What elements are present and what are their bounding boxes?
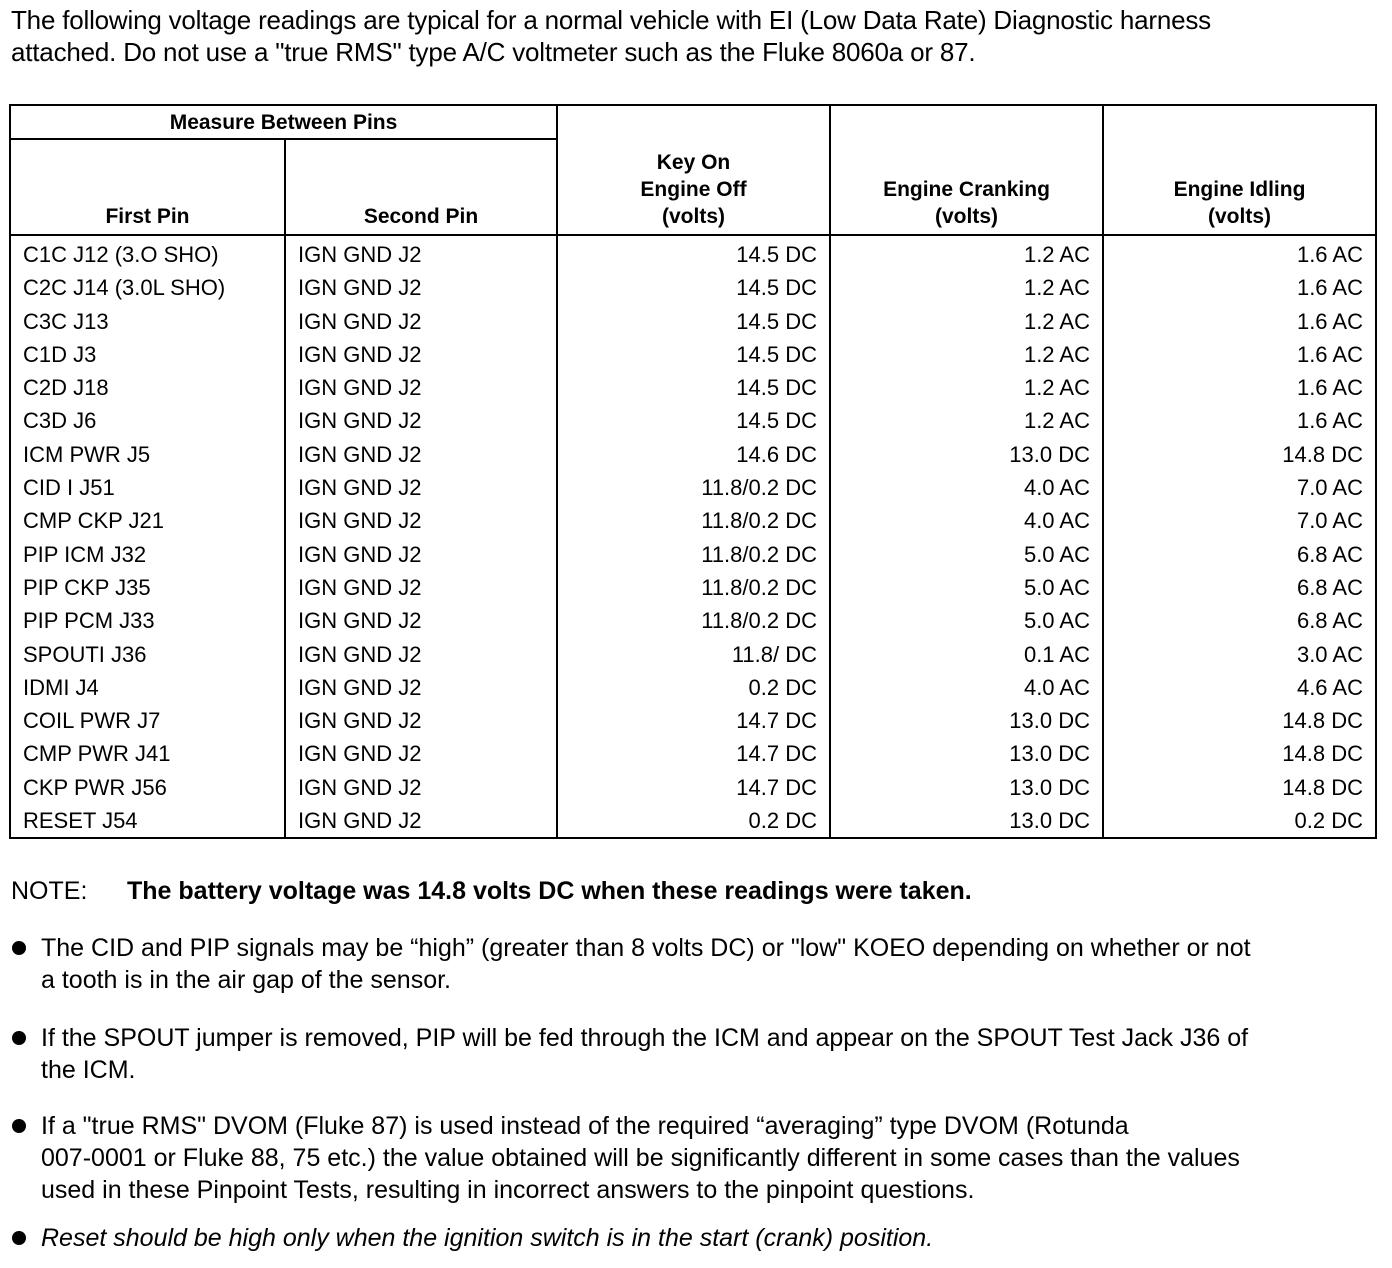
bullet-text	[41, 1222, 1368, 1254]
koeo-cell: 14.5 DC	[557, 235, 830, 271]
koeo-cell: 14.5 DC	[557, 371, 830, 404]
table-row	[10, 438, 1376, 471]
second-pin-cell: IGN GND J2	[285, 471, 557, 504]
first-pin-cell: CMP PWR J41	[10, 737, 285, 770]
first-pin-cell: C3C J13	[10, 305, 285, 338]
battery-note	[11, 874, 972, 908]
idling-cell: 1.6 AC	[1103, 404, 1376, 437]
first-pin-cell: SPOUTI J36	[10, 638, 285, 671]
first-pin-cell: RESET J54	[10, 804, 285, 838]
cranking-header	[830, 105, 1103, 235]
cranking-cell: 1.2 AC	[830, 338, 1103, 371]
table-row	[10, 804, 1376, 838]
bullet-line: 007-0001 or Fluke 88, 75 etc.) the value obtained will be significantly different in some cases than the values	[41, 1144, 1240, 1172]
table-row	[10, 504, 1376, 537]
bullet-line: If a "true RMS" DVOM (Fluke 87) is used instead of the required “averaging” type DVOM (Rotunda	[41, 1112, 1129, 1140]
koeo-cell: 11.8/0.2 DC	[557, 504, 830, 537]
koeo-cell: 14.5 DC	[557, 404, 830, 437]
koeo-header	[557, 105, 830, 235]
koeo-cell: 14.6 DC	[557, 438, 830, 471]
voltage-readings-table	[9, 104, 1377, 839]
table-row	[10, 404, 1376, 437]
koeo-cell: 11.8/ DC	[557, 638, 830, 671]
idling-header-line-1: Engine Idling	[1173, 178, 1306, 201]
table-row	[10, 471, 1376, 504]
koeo-cell: 11.8/0.2 DC	[557, 471, 830, 504]
cranking-cell: 1.2 AC	[830, 305, 1103, 338]
idling-cell: 1.6 AC	[1103, 338, 1376, 371]
table-row	[10, 704, 1376, 737]
koeo-cell: 14.7 DC	[557, 704, 830, 737]
cranking-cell: 13.0 DC	[830, 704, 1103, 737]
idling-cell: 14.8 DC	[1103, 771, 1376, 804]
bullet-item	[8, 932, 1368, 996]
first-pin-cell: CID I J51	[10, 471, 285, 504]
second-pin-cell: IGN GND J2	[285, 571, 557, 604]
koeo-cell: 11.8/0.2 DC	[557, 604, 830, 637]
intro-line-2: attached. Do not use a "true RMS" type A/C voltmeter such as the Fluke 8060a or 87.	[11, 37, 976, 67]
bullet-line: a tooth is in the air gap of the sensor.	[41, 966, 451, 994]
table-row	[10, 338, 1376, 371]
table-body	[10, 235, 1376, 838]
cranking-cell: 0.1 AC	[830, 638, 1103, 671]
idling-cell: 14.8 DC	[1103, 704, 1376, 737]
bullet-dot-icon	[12, 1031, 26, 1045]
cranking-cell: 13.0 DC	[830, 771, 1103, 804]
cranking-cell: 1.2 AC	[830, 235, 1103, 271]
table-row	[10, 771, 1376, 804]
cranking-cell: 4.0 AC	[830, 671, 1103, 704]
note-text: The battery voltage was 14.8 volts DC when these readings were taken.	[127, 877, 972, 905]
note-label: NOTE:	[11, 877, 88, 905]
second-pin-cell: IGN GND J2	[285, 538, 557, 571]
idling-cell: 0.2 DC	[1103, 804, 1376, 838]
bullet-item	[8, 1022, 1368, 1086]
koeo-cell: 14.7 DC	[557, 771, 830, 804]
idling-header	[1103, 105, 1376, 235]
first-pin-cell: C2D J18	[10, 371, 285, 404]
second-pin-cell: IGN GND J2	[285, 271, 557, 304]
first-pin-cell: ICM PWR J5	[10, 438, 285, 471]
cranking-cell: 5.0 AC	[830, 571, 1103, 604]
cranking-cell: 13.0 DC	[830, 737, 1103, 770]
intro-line-1: The following voltage readings are typical for a normal vehicle with EI (Low Data Rate) Diagnostic harness	[11, 5, 1211, 35]
idling-cell: 7.0 AC	[1103, 504, 1376, 537]
idling-cell: 4.6 AC	[1103, 671, 1376, 704]
first-pin-cell: PIP ICM J32	[10, 538, 285, 571]
idling-cell: 1.6 AC	[1103, 271, 1376, 304]
cranking-cell: 5.0 AC	[830, 538, 1103, 571]
measure-between-pins-header: Measure Between Pins	[10, 105, 557, 139]
table-row	[10, 638, 1376, 671]
second-pin-cell: IGN GND J2	[285, 235, 557, 271]
cranking-cell: 4.0 AC	[830, 471, 1103, 504]
cranking-cell: 4.0 AC	[830, 504, 1103, 537]
koeo-cell: 14.5 DC	[557, 338, 830, 371]
cranking-cell: 5.0 AC	[830, 604, 1103, 637]
bullet-text	[41, 932, 1368, 996]
bullet-dot-icon	[12, 1231, 26, 1245]
table-row	[10, 271, 1376, 304]
second-pin-cell: IGN GND J2	[285, 404, 557, 437]
table-row	[10, 305, 1376, 338]
idling-header-line-2: (volts)	[1208, 205, 1271, 228]
table-row	[10, 604, 1376, 637]
table-row	[10, 737, 1376, 770]
koeo-header-line-3: (volts)	[662, 205, 725, 228]
first-pin-cell: C3D J6	[10, 404, 285, 437]
bullet-line: Reset should be high only when the ignition switch is in the start (crank) position.	[41, 1224, 934, 1252]
bullet-dot-icon	[12, 941, 26, 955]
first-pin-cell: C1D J3	[10, 338, 285, 371]
idling-cell: 1.6 AC	[1103, 371, 1376, 404]
bullet-line: used in these Pinpoint Tests, resulting in incorrect answers to the pinpoint questions.	[41, 1176, 975, 1204]
bullet-line: the ICM.	[41, 1056, 136, 1084]
second-pin-cell: IGN GND J2	[285, 338, 557, 371]
idling-cell: 7.0 AC	[1103, 471, 1376, 504]
cranking-cell: 1.2 AC	[830, 271, 1103, 304]
table-row	[10, 671, 1376, 704]
table-row	[10, 371, 1376, 404]
koeo-cell: 0.2 DC	[557, 804, 830, 838]
second-pin-cell: IGN GND J2	[285, 638, 557, 671]
first-pin-cell: IDMI J4	[10, 671, 285, 704]
second-pin-cell: IGN GND J2	[285, 737, 557, 770]
bullet-text	[41, 1110, 1368, 1206]
cranking-cell: 1.2 AC	[830, 404, 1103, 437]
koeo-header-line-1: Key On	[656, 151, 731, 174]
koeo-cell: 0.2 DC	[557, 671, 830, 704]
second-pin-cell: IGN GND J2	[285, 305, 557, 338]
idling-cell: 3.0 AC	[1103, 638, 1376, 671]
first-pin-cell: PIP CKP J35	[10, 571, 285, 604]
second-pin-cell: IGN GND J2	[285, 604, 557, 637]
first-pin-cell: COIL PWR J7	[10, 704, 285, 737]
idling-cell: 14.8 DC	[1103, 438, 1376, 471]
bullet-line: If the SPOUT jumper is removed, PIP will be fed through the ICM and appear on the SPOUT Test Jack J36 of	[41, 1024, 1249, 1052]
cranking-header-line-2: (volts)	[935, 205, 998, 228]
idling-cell: 1.6 AC	[1103, 235, 1376, 271]
cranking-cell: 1.2 AC	[830, 371, 1103, 404]
first-pin-cell: C2C J14 (3.0L SHO)	[10, 271, 285, 304]
koeo-cell: 14.5 DC	[557, 305, 830, 338]
koeo-cell: 11.8/0.2 DC	[557, 538, 830, 571]
second-pin-cell: IGN GND J2	[285, 438, 557, 471]
second-pin-cell: IGN GND J2	[285, 504, 557, 537]
second-pin-cell: IGN GND J2	[285, 371, 557, 404]
cranking-cell: 13.0 DC	[830, 804, 1103, 838]
idling-cell: 6.8 AC	[1103, 571, 1376, 604]
bullet-item	[8, 1110, 1368, 1206]
koeo-cell: 14.7 DC	[557, 737, 830, 770]
table-row	[10, 571, 1376, 604]
koeo-cell: 11.8/0.2 DC	[557, 571, 830, 604]
intro-paragraph	[11, 4, 1381, 68]
first-pin-cell: C1C J12 (3.O SHO)	[10, 235, 285, 271]
second-pin-cell: IGN GND J2	[285, 771, 557, 804]
second-pin-header: Second Pin	[285, 139, 557, 235]
idling-cell: 6.8 AC	[1103, 538, 1376, 571]
bullet-text	[41, 1022, 1368, 1086]
first-pin-header: First Pin	[10, 139, 285, 235]
first-pin-cell: PIP PCM J33	[10, 604, 285, 637]
first-pin-cell: CMP CKP J21	[10, 504, 285, 537]
cranking-header-line-1: Engine Cranking	[883, 178, 1050, 201]
table-row	[10, 235, 1376, 271]
koeo-cell: 14.5 DC	[557, 271, 830, 304]
second-pin-cell: IGN GND J2	[285, 804, 557, 838]
first-pin-cell: CKP PWR J56	[10, 771, 285, 804]
idling-cell: 14.8 DC	[1103, 737, 1376, 770]
idling-cell: 6.8 AC	[1103, 604, 1376, 637]
idling-cell: 1.6 AC	[1103, 305, 1376, 338]
cranking-cell: 13.0 DC	[830, 438, 1103, 471]
koeo-header-line-2: Engine Off	[640, 178, 747, 201]
second-pin-cell: IGN GND J2	[285, 671, 557, 704]
second-pin-cell: IGN GND J2	[285, 704, 557, 737]
bullet-line: The CID and PIP signals may be “high” (greater than 8 volts DC) or "low" KOEO depending on whether or not	[41, 934, 1251, 962]
bullet-dot-icon	[12, 1119, 26, 1133]
bullet-item	[8, 1222, 1368, 1254]
table-row	[10, 538, 1376, 571]
